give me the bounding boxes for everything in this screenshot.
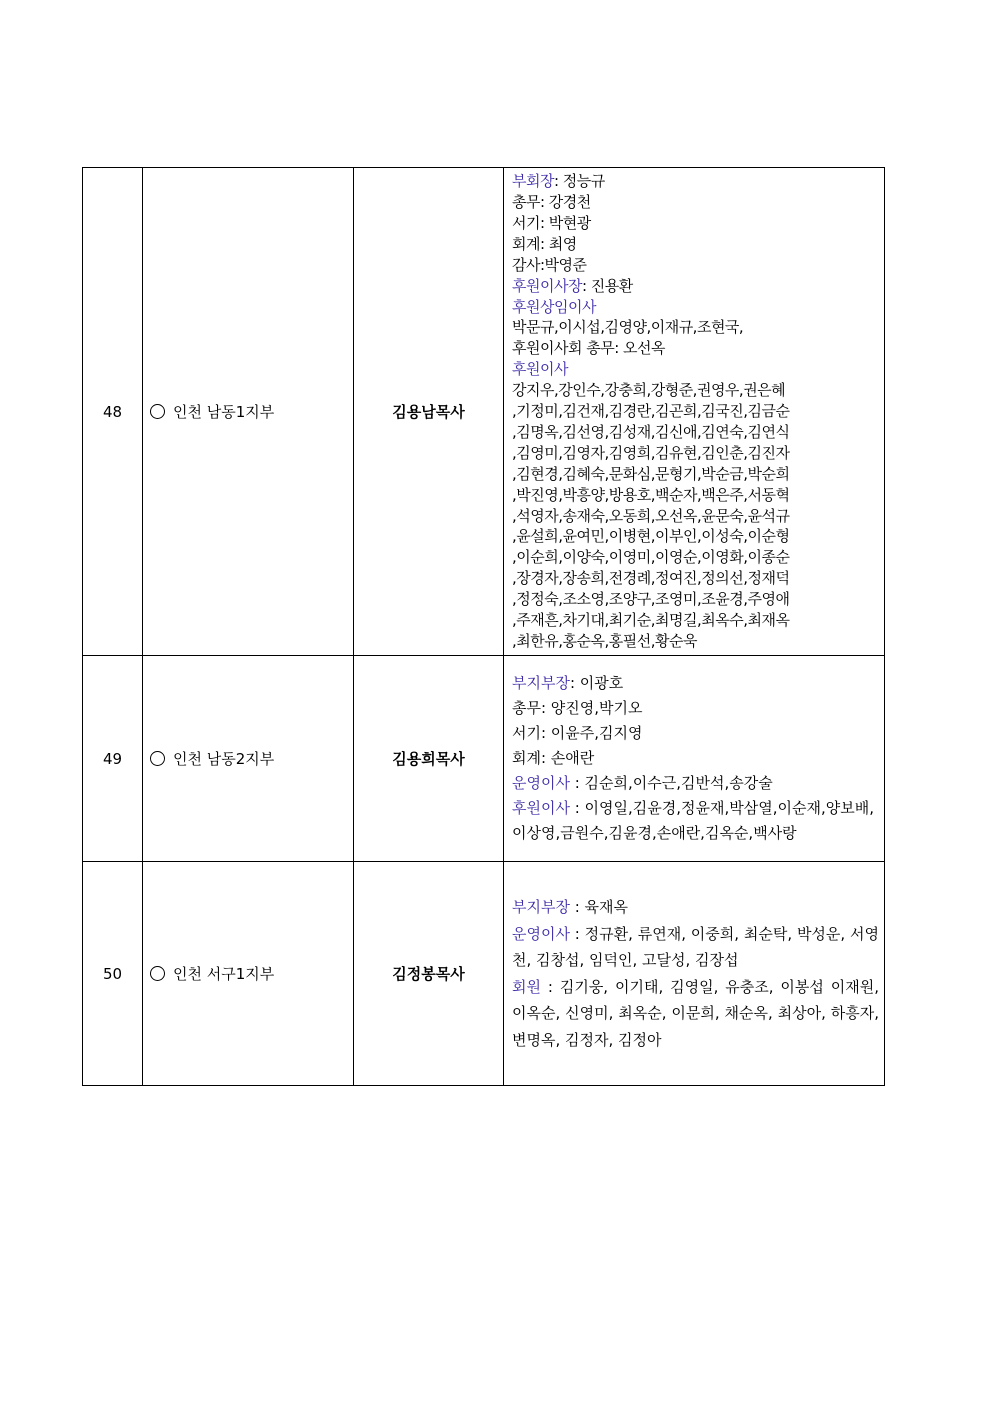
officers-cell	[504, 168, 885, 656]
branch-cell	[143, 862, 354, 1086]
branch-name: 인천 남동1지부	[173, 403, 275, 421]
circle-icon	[150, 404, 165, 419]
role-value: : 이영일,김윤경,정윤재,박삼열,이순재,양보배,이상영,금원수,김윤경,손애란,김옥순,백사랑	[512, 799, 874, 842]
officer-line: 회계: 최영	[512, 234, 577, 253]
member-line: ,박진영,박흥양,방용호,백순자,백은주,서동혁	[512, 485, 790, 504]
member-line: ,이순희,이양숙,이영미,이영순,이영화,이종순	[512, 548, 790, 567]
member-line: ,윤설희,윤여민,이병현,이부인,이성숙,이순형	[512, 527, 790, 546]
member-line: ,정정숙,조소영,조양구,조영미,조윤경,주영애	[512, 590, 790, 609]
member-line: 강지우,강인수,강충희,강형준,권영우,권은혜	[512, 381, 786, 400]
table-row	[83, 862, 885, 1086]
role-value: : 김기웅, 이기태, 김영일, 유충조, 이봉섭 이재원, 이옥순, 신영미, 최옥순, 이문희, 채순옥, 최상아, 하흥자, 변명옥, 김정자, 김정아	[512, 977, 879, 1049]
member-line: ,김현경,김혜숙,문화심,문형기,박순금,박순희	[512, 464, 790, 483]
role-label: 부지부장	[512, 674, 570, 692]
branch-cell	[143, 168, 354, 656]
officers-cell	[504, 656, 885, 862]
officer-line: 감사:박영준	[512, 255, 587, 274]
circle-icon	[150, 966, 165, 981]
role-label: 회원	[512, 977, 541, 996]
row-number: 48	[83, 168, 143, 656]
officer-line: 총무: 양진영,박기오	[512, 699, 643, 717]
row-number: 49	[83, 656, 143, 862]
role-label: 운영이사	[512, 774, 570, 792]
officer-line: 서기: 박현광	[512, 213, 591, 232]
officer-line: 회계: 손애란	[512, 749, 595, 767]
member-line: ,석영자,송재숙,오동희,오선옥,윤문숙,윤석규	[512, 506, 790, 525]
branch-name: 인천 남동2지부	[173, 750, 275, 768]
table-row	[83, 656, 885, 862]
role-label: 운영이사	[512, 924, 570, 943]
pastor-name: 김용남목사	[354, 168, 504, 656]
role-value: : 김순희,이수근,김반석,송강술	[569, 774, 773, 792]
officer-line: 박문규,이시섭,김영양,이재규,조현국,	[512, 318, 744, 337]
member-line: ,주재흔,차기대,최기순,최명길,최옥수,최재옥	[512, 611, 790, 630]
role-label: 후원이사	[512, 799, 570, 817]
member-line: ,김명옥,김선영,김성재,김신애,김연숙,김연식	[512, 422, 790, 441]
row-number: 50	[83, 862, 143, 1086]
branch-name: 인천 서구1지부	[173, 965, 275, 983]
role-value: : 정규환, 류연재, 이중희, 최순탁, 박성운, 서영천, 김창섭, 임덕인, 고달성, 김장섭	[512, 924, 879, 969]
officers-cell	[504, 862, 885, 1086]
officer-line: 서기: 이윤주,김지영	[512, 724, 643, 742]
branch-table	[82, 167, 885, 1086]
circle-icon	[150, 751, 165, 766]
role-label: 후원이사장	[512, 276, 582, 295]
table-row	[83, 168, 885, 656]
member-line: ,장경자,장송희,전경례,정여진,정의선,정재덕	[512, 569, 790, 588]
role-label: 후원이사	[512, 360, 568, 379]
role-value: : 정능규	[553, 172, 605, 191]
pastor-name: 김정봉목사	[354, 862, 504, 1086]
role-value: : 진용환	[581, 276, 633, 295]
branch-cell	[143, 656, 354, 862]
role-label: 부지부장	[512, 898, 570, 916]
role-value: : 이광호	[569, 674, 624, 692]
pastor-name: 김용희목사	[354, 656, 504, 862]
member-line: ,김영미,김영자,김영희,김유현,김인춘,김진자	[512, 443, 790, 462]
officer-line: 후원이사회 총무: 오선옥	[512, 339, 665, 358]
role-label: 부회장	[512, 172, 554, 191]
role-value: : 육재옥	[569, 898, 629, 916]
role-label: 후원상임이사	[512, 297, 596, 316]
officer-line: 총무: 강경천	[512, 192, 591, 211]
member-line: ,기정미,김건재,김경란,김곤희,김국진,김금순	[512, 402, 790, 421]
member-line: ,최한유,홍순옥,홍필선,황순욱	[512, 632, 697, 651]
